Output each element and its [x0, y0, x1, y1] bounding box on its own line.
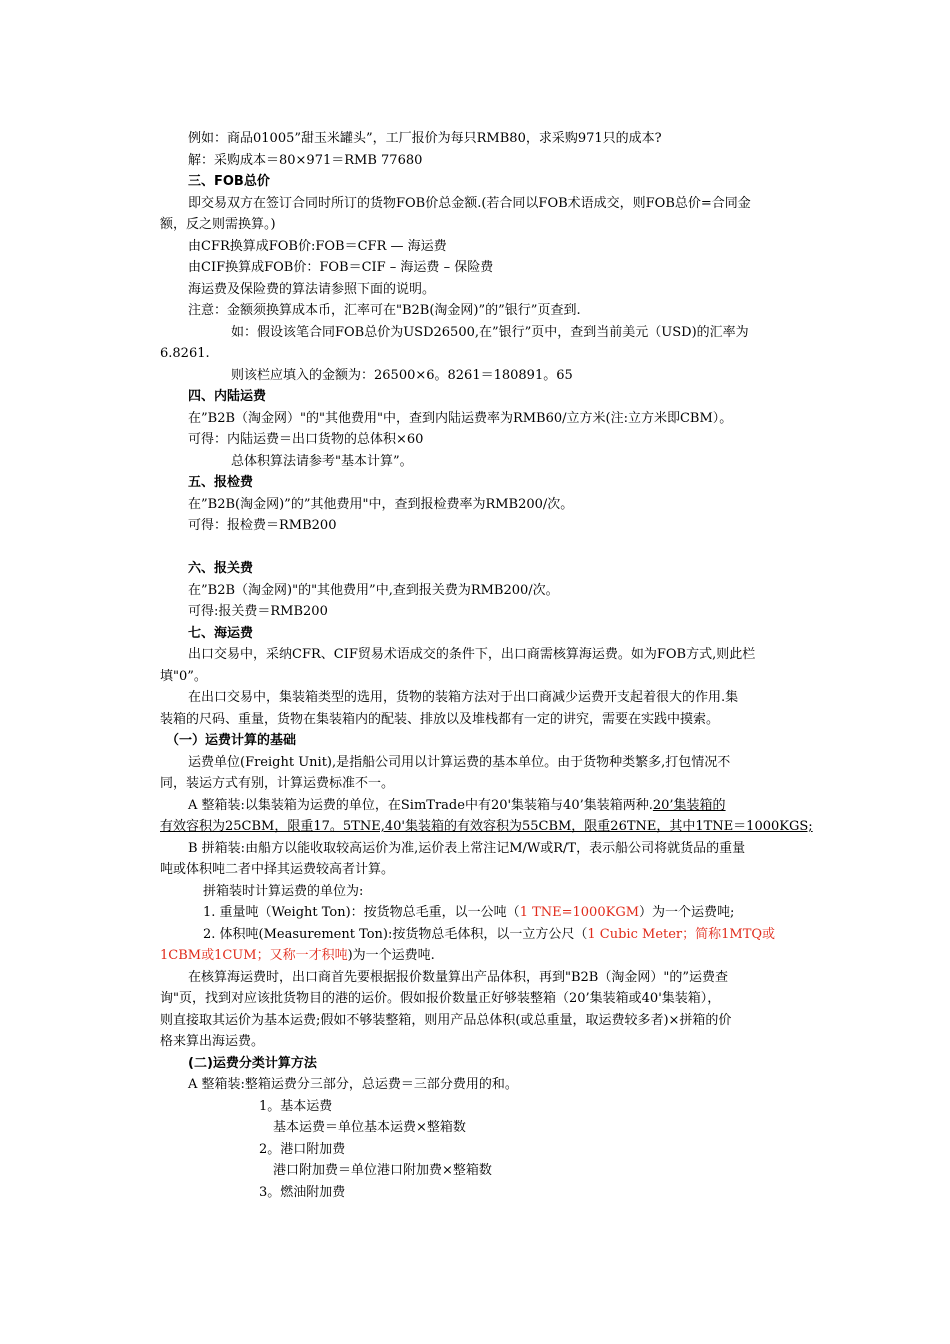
- note-result-line: [231, 365, 802, 387]
- text: 由CFR换算成FOB价:FOB＝CFR — 海运费: [188, 239, 447, 254]
- section-heading-inspection: [188, 472, 802, 494]
- paragraph-line: [188, 795, 802, 817]
- text: ）为一个运费吨;: [639, 905, 735, 920]
- note-example-line: [160, 343, 802, 365]
- highlighted-text: 1 TNE=1000KGM: [519, 905, 640, 920]
- formula-line: [188, 429, 802, 451]
- formula-line: [273, 1160, 802, 1182]
- section-heading-fob: [188, 171, 802, 193]
- text: 1。基本运费: [259, 1099, 333, 1114]
- text: 例如：商品01005”甜玉米罐头”，工厂报价为每只RMB80，求采购971只的成本?: [188, 131, 662, 146]
- text: 则该栏应填入的金额为：26500×6。8261＝180891。65: [231, 368, 573, 383]
- text: 装箱的尺码、重量，货物在集装箱内的配装、排放以及堆栈都有一定的讲究，需要在实践中摸索。: [160, 712, 720, 727]
- text: 四、内陆运费: [188, 389, 267, 404]
- paragraph-line: [231, 451, 802, 473]
- paragraph-line: [188, 1074, 802, 1096]
- paragraph-line: [188, 752, 802, 774]
- underlined-line: [160, 816, 813, 838]
- section-heading-ocean-freight: [188, 623, 802, 645]
- paragraph-line: [188, 494, 802, 516]
- formula-line: [188, 515, 802, 537]
- highlighted-text: 1 Cubic Meter；简称1MTQ或: [587, 927, 776, 942]
- example-line: [188, 128, 802, 150]
- underlined-text: 20’集装箱的: [652, 798, 726, 813]
- text: 七、海运费: [188, 626, 254, 641]
- paragraph-line: [160, 1031, 802, 1053]
- text: 由CIF换算成FOB价：FOB＝CIF – 海运费 – 保险费: [188, 260, 494, 275]
- text: A 整箱装:整箱运费分三部分，总运费＝三部分费用的和。: [188, 1077, 518, 1092]
- text: 在”B2B（淘金网)"的"其他费用”中,查到报关费为RMB200/次。: [188, 583, 559, 598]
- text: 同，装运方式有别，计算运费标准不一。: [160, 776, 395, 791]
- text: 五、报检费: [188, 475, 254, 490]
- formula-line: [188, 601, 802, 623]
- text: 即交易双方在签订合同时所订的货物FOB价总金额.(若合同以FOB术语成交，则FOB总价=合同金: [188, 196, 751, 211]
- paragraph-line: [188, 279, 802, 301]
- paragraph-line: [188, 838, 802, 860]
- text: 港口附加费＝单位港口附加费×整箱数: [273, 1163, 492, 1178]
- text: 可得:报关费＝RMB200: [188, 604, 328, 619]
- text: 2。港口附加费: [259, 1142, 346, 1157]
- subsection-heading-basis: [166, 730, 802, 752]
- text: 额，反之则需换算。): [160, 217, 276, 232]
- formula-line: [273, 1117, 802, 1139]
- paragraph-line: [188, 687, 802, 709]
- text: 格来算出海运费。: [160, 1034, 265, 1049]
- text: 海运费及保险费的算法请参照下面的说明。: [188, 282, 436, 297]
- text: （一）运费计算的基础: [166, 733, 297, 748]
- text: (二)运费分类计算方法: [188, 1056, 317, 1071]
- text: 拼箱装时计算运费的单位为:: [203, 884, 364, 899]
- list-item: [259, 1096, 802, 1118]
- paragraph-line: [160, 1010, 802, 1032]
- paragraph-line: [160, 666, 802, 688]
- formula-line: [188, 236, 802, 258]
- text: 吨或体积吨二者中择其运费较高者计算。: [160, 862, 395, 877]
- text: 2. 体积吨(Measurement Ton):按货物总毛体积，以一立方公尺（: [203, 927, 588, 942]
- highlighted-text: 1CBM或1CUM；又称一才积吨: [160, 948, 348, 963]
- text: 注意：金额须换算成本币，汇率可在"B2B(淘金网)”的”银行”页查到.: [188, 303, 581, 318]
- paragraph-line: [188, 193, 802, 215]
- text: 基本运费＝单位基本运费×整箱数: [273, 1120, 466, 1135]
- subsection-heading-methods: [188, 1053, 802, 1075]
- note-example-line: [231, 322, 802, 344]
- formula-line: [188, 257, 802, 279]
- section-heading-customs: [188, 558, 802, 580]
- list-item: [203, 902, 802, 924]
- text: 如：假设该笔合同FOB总价为USD26500,在”银行”页中，查到当前美元（USD)的汇率为: [231, 325, 749, 340]
- text: 则直接取其运价为基本运费;假如不够装整箱，则用产品总体积(或总重量，取运费较多者)×拼箱的价: [160, 1013, 732, 1028]
- text: 在”B2B（淘金网）"的"其他费用"中，查到内陆运费率为RMB60/立方米(注:立方米即CBM）。: [188, 411, 733, 426]
- paragraph-line: [188, 580, 802, 602]
- text: 在”B2B(淘金网)”的”其他费用"中，查到报检费率为RMB200/次。: [188, 497, 574, 512]
- paragraph-line: [160, 859, 802, 881]
- text: )为一个运费吨.: [347, 948, 435, 963]
- text: 在核算海运费时，出口商首先要根据报价数量算出产品体积，再到"B2B（淘金网）"的”运费查: [188, 970, 728, 985]
- text: 出口交易中，采纳CFR、CIF贸易术语成交的条件下，出口商需核算海运费。如为FOB方式,则此栏: [188, 647, 756, 662]
- text: 6.8261.: [160, 346, 210, 361]
- paragraph-line: [203, 881, 802, 903]
- text: 六、报关费: [188, 561, 254, 576]
- paragraph-line: [160, 709, 802, 731]
- paragraph-line: [160, 988, 802, 1010]
- list-item: [203, 924, 802, 946]
- note-line: [188, 300, 802, 322]
- text: 运费单位(Freight Unit),是指船公司用以计算运费的基本单位。由于货物种类繁多,打包情况不: [188, 755, 731, 770]
- paragraph-line: [188, 967, 802, 989]
- section-heading-inland: [188, 386, 802, 408]
- list-item: [259, 1139, 802, 1161]
- solution-line: [188, 150, 802, 172]
- text: A 整箱装:以集装箱为运费的单位，在SimTrade中有20'集装箱与40’集装箱两种.: [188, 798, 653, 813]
- text: 可得：内陆运费＝出口货物的总体积×60: [188, 432, 424, 447]
- text: 询"页，找到对应该批货物目的港的运价。假如报价数量正好够装整箱（20’集装箱或40'集装箱），: [160, 991, 721, 1006]
- paragraph-line: [188, 408, 802, 430]
- paragraph-line: [188, 644, 802, 666]
- text: 可得：报检费＝RMB200: [188, 518, 337, 533]
- paragraph-line: [160, 214, 802, 236]
- text: 在出口交易中，集装箱类型的选用，货物的装箱方法对于出口商减少运费开支起着很大的作用.集: [188, 690, 739, 705]
- text: 总体积算法请参考"基本计算”。: [231, 454, 413, 469]
- text: 填"0”。: [160, 669, 207, 684]
- text: B 拼箱装:由船方以能收取较高运价为准,运价表上常注记M/W或R/T，表示船公司将就货品的重量: [188, 841, 746, 856]
- list-item-continuation: [160, 945, 802, 967]
- text: 有效容积为25CBM，限重17。5TNE,40'集装箱的有效容积为55CBM，限重26TNE，其中1TNE＝1000KGS;: [160, 819, 813, 834]
- text: 3。燃油附加费: [259, 1185, 346, 1200]
- text: 三、FOB总价: [188, 174, 270, 189]
- paragraph-line: [160, 773, 802, 795]
- text: 解：采购成本＝80×971＝RMB 77680: [188, 153, 423, 168]
- text: 1. 重量吨（Weight Ton)：按货物总毛重，以一公吨（: [203, 905, 520, 920]
- list-item: [259, 1182, 802, 1204]
